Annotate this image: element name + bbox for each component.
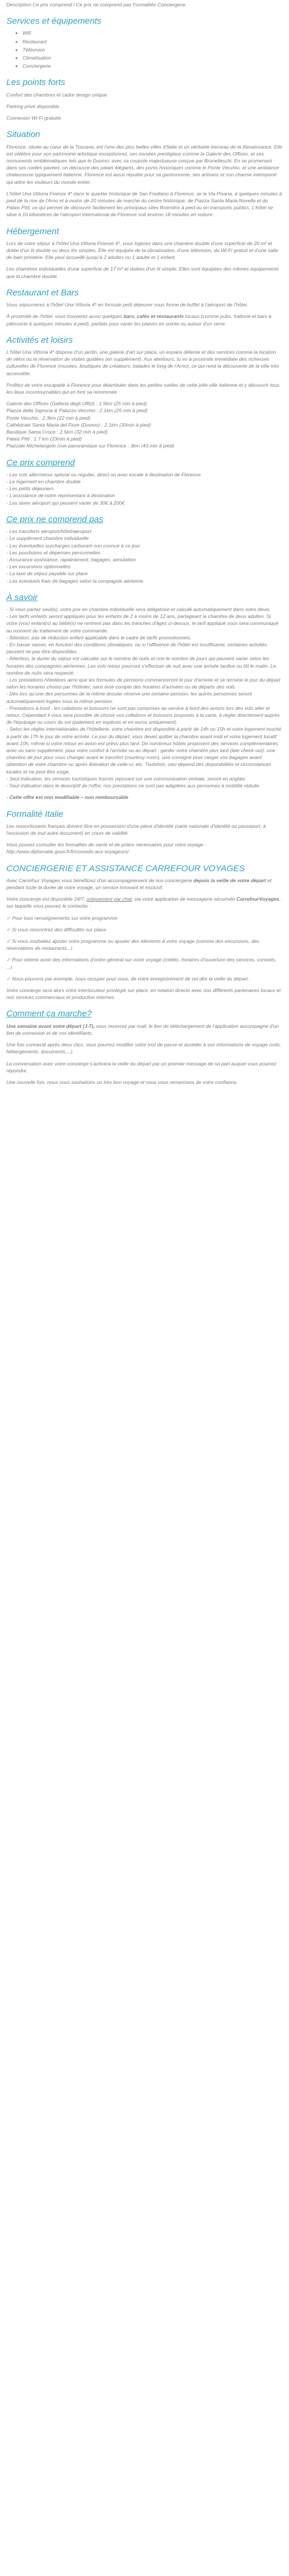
text-fragment: Avec Carrefour Voyages vous bénéficiez d'un accompagnement de nos conciergerie	[6, 877, 194, 883]
comment-heading: Comment ça marche?	[6, 1009, 92, 1019]
a-savoir-list	[6, 606, 283, 789]
paragraph: Vous séjournerez à l'hôtel Una Vittoria 4* en formule petit déjeuner sous forme de buffet à l'aéroport de l'hôtel.	[6, 302, 249, 308]
bold-text: - Cette offre est non modifiable – non remboursable	[6, 794, 128, 801]
points-forts-heading: Les points forts	[6, 77, 65, 88]
paragraph: - En basse saison, en fonction des conditions climatiques, ou si l'affluence de l'hôtel est insuffisante, certaines activités peuvent ne pas être disponibles.	[6, 642, 267, 655]
check-item: ✓ Nous pouvons par exemple, nous occuper pour vous, de votre enregistrement de vol dès la veille du départ.	[6, 975, 249, 982]
list-item: - Les transferts aéroport/hôtel/aéroport	[6, 528, 92, 535]
services-list	[6, 29, 283, 69]
paragraph: - Si vous partez seul(e), votre prix en chambre individuelle sera obligatoire et calculé automatiquement dans votre devis.	[6, 606, 271, 613]
paragraph: - Dès lors qu'une des personnes de la même dossier réserve une certaine pension, les autres personnes seront automatiquement logées sous la même pension.	[6, 691, 252, 704]
list-item: • Restaurant	[23, 38, 283, 45]
check-item: ✓ Si vous rencontrez des difficultés sur place	[6, 926, 106, 932]
paragraph: Confort des chambres et cadre design unique	[6, 91, 107, 98]
list-item: • Climatisation	[23, 54, 283, 61]
list-item: - Les éventuelles surcharges carburant non connue à ce jour	[6, 542, 140, 549]
list-item: • Conciergerie	[23, 62, 283, 69]
hebergement-heading: Hébergement	[6, 226, 59, 236]
list-item: - Le supplément chambre individuelle	[6, 535, 89, 542]
list-item: - L'assistance de notre représentant à destination	[6, 493, 115, 499]
restaurant-heading: Restaurant et Bars	[6, 287, 79, 298]
bold-text: bars, cafés et restaurants	[123, 313, 184, 320]
paragraph: Vous pouvez consulter les formalités de santé et de police nécessaires pour votre voyage : http://www.diplomatie.gouv.fr/fr/conseils-aux-voyageurs/	[6, 842, 206, 855]
offer-description	[0, 0, 289, 1098]
bold-text: depuis la veille de votre départ	[193, 877, 266, 883]
intro-text: Description Ce prix comprend / Ce prix ne comprend pas Formalités Conciergerie	[6, 2, 186, 8]
text-fragment: locaux (comme pubs, trattorie et bars à pâtisserie à quelques minutes à pied), parfaits pour varier les plaisirs en soirée ou autour d'un verre.	[6, 313, 272, 327]
list-item: Ponte Vecchio : 2.3km (22 min à pied)	[6, 414, 91, 421]
check-item: ✓ Pour tous renseignements sur votre programme	[6, 915, 118, 921]
list-item: - Les pourboires et dépenses personnelles	[6, 549, 101, 556]
paragraph: Votre concierge sera alors votre interlocuteur privilégié sur place, en relation directe avec nos différents partenaires locaux et nos services commerciaux et production internes.	[6, 987, 281, 1001]
list-item: Basilique Santa Croce : 2.5km (32 min à pied)	[6, 429, 108, 435]
comprend-heading: Ce prix comprend	[6, 457, 75, 468]
list-item: - Les petits déjeuners	[6, 486, 54, 492]
a-savoir-heading: À savoir	[6, 592, 38, 602]
list-item: - Les éventuels frais de bagages selon la compagnie aérienne	[6, 578, 143, 584]
paragraph: L'hôtel Una Vittoria Firenze 4* dans le quartier historique de San Frediano à Florence, se la Via Pisana, à quelques minutes à pied de la rive de l'Arno et à moins de 20 minutes de marche du centre historique, de Piazza Santa Maria Novella et du Palais Pitti, ce qui permet de découvrir facilement les principaux sites florentins à pied ou en transports publics. L'hôtel se situe à 10 kilomètres de l'aéroport international de Florence soit environ 18 minutes en voiture.	[6, 190, 282, 218]
list-item: Galerie des Offices (Galleria degli Uffizi) : 1.9km (25 min à pied)	[6, 401, 147, 407]
list-item: Piazza della Signoria & Palazzo Vecchio : 2.1km (25 min à pied)	[6, 408, 148, 414]
paragraph: - Seul indication, les services touristiques fournis reposant sur une communication verbale, seront en anglais	[6, 775, 246, 782]
text-fragment: , via votre application de messagerie sécurisée	[132, 896, 237, 902]
ne-comprend-heading: Ce prix ne comprend pas	[6, 514, 103, 524]
paragraph	[6, 895, 283, 909]
paragraph: Connexion Wi-Fi gratuite	[6, 115, 61, 121]
paragraph: L'hôtel Una Vittoria 4* dispose d'un jardin, une galerie d'art sur place, un espace détente et des services comme la location de vélos ou la réservation de visites guidées (en supplément). Aux alentours, tu es à proximité immédiate des richesses culturelles de Florence (musées, boutiques de créateurs, balades le long de l'Arno), ce qui rend la découverte de la ville très accessible.	[6, 349, 279, 376]
list-item: Palais Pitti : 1.7 km (23min à pied)	[6, 436, 82, 442]
paragraph: Lors de votre séjour à l'hôtel Una Vittoria Firenze 4*, vous logerez dans une chambre double d'une superficie de 20 m² et dotée d'un lit double ou deux lits simples. Elle est équipée de la climatisation, d'une télévision, du Wi-Fi gratuit et d'une salle de bain privative. Elle peut accueillir jusqu'à 2 adultes ou 1 adulte et 1 enfant.	[6, 240, 279, 261]
paragraph: Florence, située au cœur de la Toscane, est l'une des plus belles villes d'Italie et un véritable berceau de la Renaissance. Elle est célèbre pour son patrimoine artistique exceptionnel, ses musées prestigieux comme la Galerie des Offices, et ses monuments emblématiques tels que le Duomo, avec sa coupole majestueuse conçue par Brunelleschi. En se promenant dans ses ruelles pavées, on découvre des palais élégants, des ponts historiques comme le Ponte Vecchio, et une ambiance chaleureuse typiquement italienne. Florence est aussi réputée pour sa gastronomie, ses artisans et son charme intemporel qui attire les visiteurs du monde entier.	[6, 143, 283, 185]
text-fragment: et pendant toute la durée de votre voyage, un service innovant et exclusif.	[6, 877, 272, 891]
paragraph: - Attention, la durée du séjour est calculée sur le nombre de nuits et non le nombre de jours qui peuvent varier selon les horaires des compagnies aériennes. Les vols retour pourront s'effectuer de nuit avec une arrivée tardive ou tôt le matin. Le nombre de nuits sera respecté.	[6, 656, 276, 676]
paragraph	[6, 877, 283, 891]
list-item: • Wifi	[23, 29, 283, 36]
text-fragment: À proximité de l'hôtel, vous trouverez aussi quelques	[6, 313, 124, 320]
places-list	[6, 400, 283, 449]
paragraph: Une fois connecté après deux clics, vous pourrez modifier votre mot de passe et accéder à vos informations de voyage (vols, hébergements, documents,...).	[6, 1042, 281, 1055]
text-fragment: Votre concierge est disponible 24/7,	[6, 896, 87, 902]
check-item: ✓ Pour obtenir avoir des informations d'ordre général sur votre voyage (météo, horaires d'ouverture des services, conseils, ...)	[6, 957, 277, 970]
paragraph: - Les prestations hôtelières ainsi que les formules de pensions commenceront le jour d'arrivée et se termine le jour du départ selon les horaires choisis par l'hôtelier, sans tenir compte des horaires d'arrivées ou de départs des vols.	[6, 677, 281, 690]
comprend-list	[6, 471, 283, 506]
situation-heading: Situation	[6, 129, 40, 140]
paragraph: - Selon les règles internationales de l'hôtellerie, votre chambre est disponible à partir de 14h ou 15h et votre logement touché à partir de 17h le jour de votre arrivée. Le jour du départ, vous devez quitter la chambre avant midi et votre logement locatif avant 10h, même si votre retour en avion est prévu plus tard. De nombreux hôtels proposent des services complémentaires, avec ou sans supplément, pour votre confort à l'arrivée ou au départ : garder votre chambre plus tard (late check-out), une chambre de jour pour vous changer avant le transfert (courtesy room), une consigne pour ranger vos bagages avant obtention de votre chambre ou après libération de celle-ci, etc. Toutefois, ceci dépend des disponibilités et circonstances locales et ne peut être exigé.	[6, 726, 281, 775]
list-item: Piazzale Michelangelo (vue panoramique sur Florence : 3km (43 min à pied)	[6, 443, 175, 449]
paragraph	[6, 313, 283, 327]
non-refundable-note	[6, 794, 283, 801]
paragraph: Profitez de votre escapade à Florence pour déambuler dans les petites ruelles de cette jolie ville italienne et y découvrir tous les lieux incontournables qui en font sa renommée :	[6, 382, 280, 395]
paragraph: - Les tarifs enfants seront appliqués pour les enfants de 2 à moins de 12 ans, partageant la chambre de deux adultes. Si votre (vos) enfant(s) au bébé(s) ne rentrent pas dans les tranches d'âges ci-dessus, le tarif appliqué vous sera communiqué au moment du traitement de votre commande.	[6, 613, 279, 634]
list-item: Cathédrale Santa Maria del Fiore (Duomo) : 2.1km (30min à pied)	[6, 421, 151, 428]
text-fragment: , sur laquelle vous pouvez le contacter :	[6, 896, 281, 909]
list-item: - Assurance assistance, rapatriement, bagages, annulation	[6, 556, 136, 562]
paragraph: - Prestations à bord : les collations et boissons ne sont pas comprises au service à bord des avions lors des vols aller et retour. Cependant il vous sera possible de choisir vos collations et boissons proposés à la carte, à régler directement auprès de l'équipage ou cours du vol (paiement en espèces et en euros uniquement).	[6, 705, 280, 726]
paragraph: - Attention, pas de réduction enfant applicable dans le cadre de tarifs promotionnels.	[6, 634, 192, 641]
text-fragment: vous recevrez par mail, le lien de téléchargement de l'application accompagné d'un lien de connexion et de vos identifiants.	[6, 1023, 279, 1036]
paragraph	[6, 1023, 283, 1037]
ne-comprend-list	[6, 528, 283, 584]
list-item: - Les excursions optionnelles	[6, 564, 71, 570]
bold-text: CarrefourVoyages	[236, 896, 280, 902]
underlined-text: uniquement par chat	[86, 896, 132, 902]
list-item: - La taxe de séjour payable sur place	[6, 571, 88, 577]
paragraph: - Seul indication dans le descriptif de l'offre, nos prestations ne sont pas adaptées aux personnes à mobilité réduite.	[6, 783, 261, 789]
paragraph: Une nouvelle fois, nous vous souhaitons un très bon voyage et nous vous remercions de votre confiance.	[6, 1079, 238, 1085]
list-item: - Le logement en chambre double	[6, 479, 81, 485]
check-item: ✓ Si vous souhaitez ajuster votre programme ou ajouter des éléments à votre voyage (comme des excursions, des réservations de restaurants...)	[6, 938, 260, 952]
list-item: - Les taxes aéroport qui peuvent varier de 30€ à 200€	[6, 499, 125, 506]
formalite-heading: Formalité Italie	[6, 809, 64, 819]
list-item: - Les vols aller/retour spécial ou régulier, direct ou avec escale à destination de Florence	[6, 471, 201, 478]
paragraph: Les chambres individuelles d'une superficie de 17 m² et dotées d'un lit simple. Elles sont équipées des mêmes équipements que la chambre double.	[6, 266, 279, 279]
bold-text: Une semaine avant votre départ (J-7),	[6, 1023, 95, 1029]
paragraph: Parking privé disponible	[6, 103, 60, 109]
paragraph: La conversation avec votre concierge s'activera la veille du départ par un premier message de sa part auquel vous pourrez répondre.	[6, 1060, 276, 1074]
activites-heading: Activités et loisirs	[6, 335, 73, 345]
services-heading: Services et équipements	[6, 16, 102, 27]
conciergerie-heading: CONCIERGERIE ET ASSISTANCE CARREFOUR VOYAGES	[6, 863, 245, 874]
list-item: • Télévision	[23, 46, 283, 53]
paragraph: Les ressortissants français doivent être en possession d'une pièce d'identité (carte nationale d'identité ou passeport, à l'exclusion de tout autre document) en cours de validité.	[6, 823, 266, 836]
